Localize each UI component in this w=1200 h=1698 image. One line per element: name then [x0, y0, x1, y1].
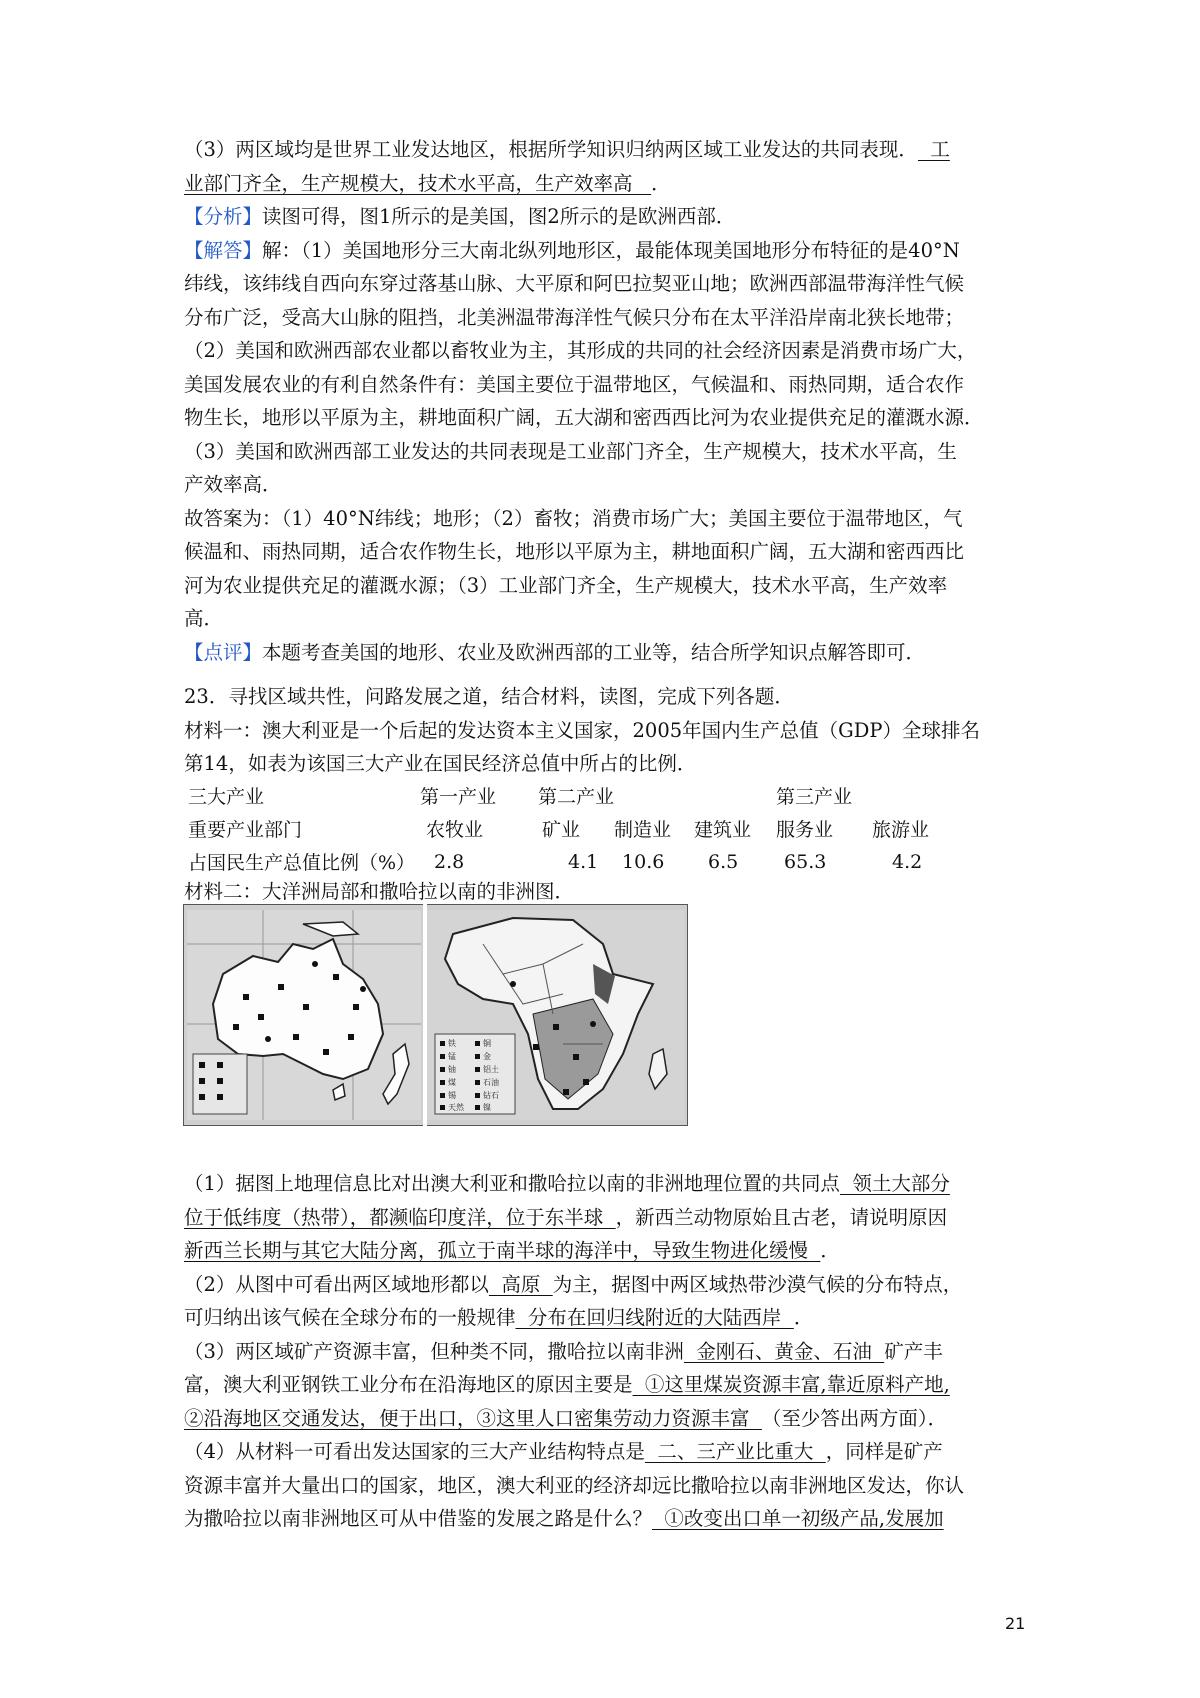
q4-line-3: 为撒哈拉以南非洲地区可从中借鉴的发展之路是什么？ ①改变出口单一初级产品,发展加	[184, 1507, 944, 1530]
solution-line: （2）美国和欧洲西部农业都以畜牧业为主，其形成的共同的社会经济因素是消费市场广大，	[184, 339, 977, 362]
solution-line: （3）美国和欧洲西部工业发达的共同表现是工业部门齐全，生产规模大，技术水平高，生	[184, 439, 957, 463]
page-number: 21	[1005, 1614, 1026, 1633]
table-cell	[866, 779, 929, 812]
mineral-marker	[333, 974, 339, 980]
mineral-marker	[553, 1024, 559, 1030]
q3-line-1: （3）两区域均是世界工业发达地区，根据所学知识归纳两区域工业发达的共同表现． 工	[184, 138, 950, 161]
q23-title: 23．寻找区域共性，问路发展之道，结合材料，读图，完成下列各题．	[184, 685, 794, 708]
mineral-marker	[312, 961, 318, 967]
legend-symbol	[440, 1080, 445, 1085]
review-line: 【点评】本题考查美国的地形、农业及欧洲西部的工业等，结合所学知识点解答即可．	[184, 640, 926, 664]
legend-symbol	[440, 1105, 445, 1110]
mineral-marker	[353, 1004, 359, 1010]
table-cell: 农牧业	[426, 819, 484, 841]
oceania-panel	[187, 910, 421, 1120]
table-cell: 占国民生产总值比例（%）	[188, 852, 416, 874]
legend-symbol	[217, 1062, 223, 1068]
q1-line-2: 位于低纬度（热带），都濒临印度洋，位于东半球 ，新西兰动物原始且古老，请说明原因	[184, 1205, 948, 1229]
legend-label: 钻石	[483, 1091, 499, 1100]
table-cell	[614, 779, 694, 812]
analysis-tag: 【分析】	[184, 205, 263, 228]
legend-symbol	[199, 1078, 205, 1084]
mineral-marker	[360, 986, 366, 992]
legend-label: 金	[483, 1052, 491, 1061]
mineral-marker	[278, 984, 284, 990]
answer-underline: ①这里煤炭资源丰富,靠近原料产地,	[632, 1373, 950, 1396]
q2-line-1: （2）从图中可看出两区域地形都以 高原 为主，据图中两区域热带沙漠气候的分布特点，	[184, 1272, 963, 1296]
previous-question-block	[184, 133, 1024, 669]
legend-symbol	[475, 1080, 480, 1085]
legend-symbol	[217, 1094, 223, 1100]
table-row	[188, 779, 929, 812]
answer-line: 候温和、雨热同期，适合农作物生长，地形以平原为主，耕地面积广阔，五大湖和密西西比	[184, 540, 965, 563]
mineral-marker	[233, 1024, 239, 1030]
africa-panel	[427, 910, 684, 1120]
answer-underline: 二、三产业比重大	[644, 1440, 826, 1463]
answer-underline: 高原	[488, 1272, 553, 1296]
answer-underline: 新西兰长期与其它大陆分离，孤立于南半球的海洋中，导致生物进化缓慢	[184, 1239, 821, 1262]
oceania-africa-map	[183, 904, 688, 1126]
legend-label: 锰	[448, 1052, 456, 1061]
q4-line-2: 资源丰富并大量出口的国家，地区，澳大利亚的经济却远比撒哈拉以南非洲地区发达，你认	[184, 1473, 965, 1497]
map-divider	[423, 904, 427, 1126]
legend-symbol	[440, 1054, 445, 1059]
table-cell: 第三产业	[776, 786, 853, 808]
answer-underline: 领土大部分	[839, 1172, 950, 1195]
answer-underline: 金刚石、黄金、石油	[683, 1339, 885, 1363]
legend-symbol	[440, 1067, 445, 1072]
table-cell: 第一产业	[420, 786, 497, 808]
mineral-marker	[243, 994, 249, 1000]
table-cell: 服务业	[776, 819, 834, 841]
table-cell: 重要产业部门	[188, 819, 303, 841]
solution-line: 物生长，地形以平原为主，耕地面积广阔，五大湖和密西西比河为农业提供充足的灌溉水源．	[184, 406, 984, 429]
table-cell: 第二产业	[538, 786, 615, 808]
mineral-marker	[348, 1034, 354, 1040]
legend-symbol	[199, 1062, 205, 1068]
table-row	[188, 845, 929, 878]
legend-label: 镍	[483, 1103, 491, 1112]
mineral-marker	[573, 1054, 579, 1060]
q23-header-block	[184, 680, 1024, 781]
q23-subquestions-block	[184, 1167, 1024, 1536]
mineral-marker	[293, 1034, 299, 1040]
legend-symbol	[475, 1067, 480, 1072]
legend-label: 铀	[448, 1065, 456, 1074]
legend-symbol	[440, 1093, 445, 1098]
table-cell: 4.1	[568, 850, 599, 873]
q2-line-2: 可归纳出该气候在全球分布的一般规律 分布在回归线附近的大陆西岸 ．	[184, 1306, 814, 1329]
table-cell: 旅游业	[872, 819, 930, 841]
solution-tag: 【解答】	[184, 238, 263, 262]
table-cell: 建筑业	[694, 819, 752, 841]
solution-line: 【解答】解：（1）美国地形分三大南北纵列地形区，最能体现美国地形分布特征的是40°N	[184, 238, 960, 262]
mineral-marker	[590, 1021, 596, 1027]
legend-symbol	[475, 1105, 480, 1110]
solution-line: 分布广泛，受高大山脉的阻挡，北美洲温带海洋性气候只分布在太平洋沿岸南北狭长地带；	[184, 305, 965, 329]
mineral-marker	[533, 1044, 539, 1050]
mineral-marker	[323, 1049, 329, 1055]
table-cell: 4.2	[892, 850, 923, 873]
solution-line: 产效率高．	[184, 473, 282, 496]
q1-line-1: （1）据图上地理信息比对出澳大利亚和撒哈拉以南的非洲地理位置的共同点 领土大部分	[184, 1172, 950, 1195]
table-cell: 6.5	[708, 850, 739, 873]
table-cell: 制造业	[614, 819, 672, 841]
solution-line: 纬线，该纬线自西向东穿过落基山脉、大平原和阿巴拉契亚山地；欧洲西部温带海洋性气候	[184, 272, 965, 295]
q4-line-1: （4）从材料一可看出发达国家的三大产业结构特点是 二、三产业比重大 ，同样是矿产	[184, 1440, 943, 1463]
mineral-marker	[563, 1089, 569, 1095]
mineral-marker	[583, 1079, 589, 1085]
material-1-line: 第14，如表为该国三大产业在国民经济总值中所占的比例．	[184, 752, 697, 775]
answer-underline: 工	[917, 138, 950, 161]
table-cell: 三大产业	[188, 786, 265, 808]
solution-line: 美国发展农业的有利自然条件有：美国主要位于温带地区，气候温和、雨热同期，适合农作	[184, 372, 965, 396]
legend-symbol	[475, 1054, 480, 1059]
legend-symbol	[199, 1094, 205, 1100]
legend-symbol	[217, 1078, 223, 1084]
answer-line: 河为农业提供充足的灌溉水源；（3）工业部门齐全，生产规模大，技术水平高，生产效率	[184, 573, 948, 597]
review-tag: 【点评】	[184, 640, 263, 664]
answer-underline: 位于低纬度（热带），都濒临印度洋，位于东半球	[184, 1205, 616, 1229]
legend-label: 铁	[448, 1039, 456, 1048]
legend-symbol	[440, 1041, 445, 1046]
answer-underline: 分布在回归线附近的大陆西岸	[515, 1306, 794, 1329]
answer-underline: ①改变出口单一初级产品,发展加	[652, 1507, 944, 1530]
table-row	[188, 812, 929, 845]
q3-line-2: 业部门齐全，生产规模大，技术水平高，生产效率高 ．	[184, 171, 671, 195]
mineral-marker	[265, 1036, 271, 1042]
legend-label: 锡	[448, 1091, 456, 1100]
q3-line-3: ②沿海地区交通发达，便于出口，③这里人口密集劳动力资源丰富 （至少答出两方面）．	[184, 1406, 948, 1430]
mineral-marker	[258, 1014, 264, 1020]
table-cell	[694, 779, 776, 812]
mineral-marker	[510, 981, 516, 987]
material-1-line: 材料一：澳大利亚是一个后起的发达资本主义国家，2005年国内生产总值（GDP）全球排名	[184, 718, 980, 742]
answer-underline: ②沿海地区交通发达，便于出口，③这里人口密集劳动力资源丰富	[184, 1406, 762, 1430]
q1-line-3: 新西兰长期与其它大陆分离，孤立于南半球的海洋中，导致生物进化缓慢 ．	[184, 1239, 840, 1262]
legend-symbol	[475, 1093, 480, 1098]
table-cell: 矿业	[542, 819, 581, 841]
table-cell: 65.3	[784, 850, 827, 873]
legend-label: 煤	[448, 1078, 456, 1087]
analysis-line: 【分析】读图可得，图1所示的是美国，图2所示的是欧洲西部．	[184, 205, 736, 228]
table-cell: 2.8	[434, 850, 465, 873]
q3-line-2: 富，澳大利亚钢铁工业分布在沿海地区的原因主要是 ①这里煤炭资源丰富,靠近原料产地,	[184, 1373, 950, 1396]
legend-label: 铜	[483, 1039, 491, 1048]
material-2-line: 材料二：大洋洲局部和撒哈拉以南的非洲图．	[184, 880, 575, 903]
industry-table	[188, 779, 929, 878]
legend-label: 铝土	[483, 1065, 499, 1074]
answer-line: 故答案为：（1）40°N纬线；地形；（2）畜牧；消费市场广大；美国主要位于温带地区，气	[184, 506, 963, 530]
answer-line: 高．	[184, 607, 224, 630]
legend-symbol	[475, 1041, 480, 1046]
legend-label: 石油	[483, 1078, 499, 1087]
legend-label: 天然	[448, 1103, 464, 1112]
answer-underline: 业部门齐全，生产规模大，技术水平高，生产效率高	[184, 171, 652, 195]
mineral-marker	[303, 1004, 309, 1010]
q3-line-1: （3）两区域矿产资源丰富，但种类不同，撒哈拉以南非洲 金刚石、黄金、石油 矿产丰	[184, 1339, 943, 1363]
table-cell: 10.6	[622, 850, 665, 873]
